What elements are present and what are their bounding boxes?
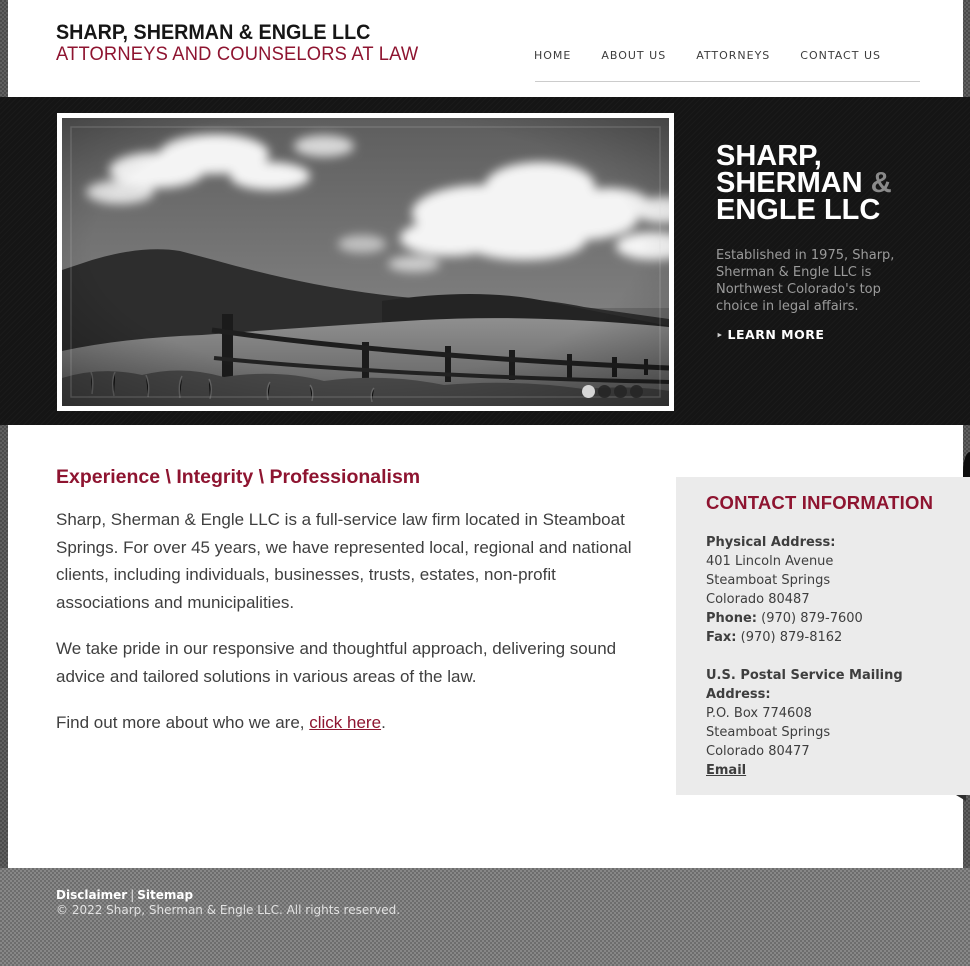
nav-item-about-us[interactable]: ABOUT US [601, 49, 667, 62]
email-link[interactable]: Email [706, 763, 747, 778]
paragraph-3-text: Find out more about who we are, [56, 713, 310, 732]
nav-item-attorneys[interactable]: ATTORNEYS [696, 49, 771, 62]
phone-label: Phone: [706, 611, 757, 626]
fax-label: Fax: [706, 630, 737, 645]
hero-text-block [716, 140, 952, 343]
disclaimer-link[interactable]: Disclaimer [56, 888, 128, 902]
brand-tagline: ATTORNEYS AND COUNSELORS AT LAW [56, 43, 419, 65]
nav-item-contact-us[interactable]: CONTACT US [800, 49, 881, 62]
content-paragraph-1: Sharp, Sherman & Engle LLC is a full-service law firm located in Steamboat Springs. For over 45 years, we have represented local, regional and national clients, including individuals, businesses, trusts, estates, non-profit associations and municipalities. [56, 510, 632, 612]
contact-information-panel [676, 477, 970, 795]
physical-address-line-2: Steamboat Springs [706, 573, 831, 588]
nav-item-home[interactable]: HOME [533, 49, 572, 62]
physical-address-label: Physical Address: [706, 535, 836, 550]
hero-title [716, 140, 952, 226]
brand-logo[interactable] [56, 22, 418, 64]
click-here-link[interactable]: click here [309, 713, 382, 732]
phone-value: (970) 879-7600 [756, 611, 863, 626]
site-footer [0, 868, 970, 966]
hero-description: Established in 1975, Sharp, Sherman & Engle LLC is Northwest Colorado's top choice in legal affairs. [716, 248, 895, 314]
slider-dot-4[interactable] [630, 385, 643, 398]
mailing-address-line-1: P.O. Box 774608 [706, 706, 812, 721]
hero-title-line-1: SHARP, [716, 140, 822, 172]
mailing-address-label: U.S. Postal Service Mailing Address: [706, 668, 903, 702]
ribbon-fold-top [963, 452, 970, 477]
hero-section [0, 97, 970, 425]
mailing-address-line-2: Steamboat Springs [706, 725, 831, 740]
contact-heading: CONTACT INFORMATION [706, 492, 934, 513]
physical-address-block [706, 533, 952, 647]
learn-more-arrow-icon: ‣ [716, 329, 724, 342]
slider-dot-2[interactable] [598, 385, 611, 398]
hero-title-line-3: ENGLE LLC [716, 194, 881, 226]
sitemap-link[interactable]: Sitemap [137, 888, 194, 902]
footer-content [0, 868, 970, 917]
paragraph-3-period: . [381, 713, 386, 732]
hero-title-line-2 [716, 167, 952, 199]
brand-name[interactable]: SHARP, SHERMAN & ENGLE LLC [56, 21, 371, 44]
footer-separator: | [130, 888, 135, 902]
hero-slider[interactable] [57, 113, 674, 411]
hero-slide-photo [62, 118, 669, 406]
content-heading: Experience \ Integrity \ Professionalism [56, 466, 421, 488]
learn-more-link[interactable] [716, 327, 824, 342]
slider-dot-1[interactable] [582, 385, 595, 398]
main-content [56, 467, 656, 737]
mailing-address-block [706, 666, 952, 780]
content-paragraph-2: We take pride in our responsive and thoughtful approach, delivering sound advice and tailored solutions in various areas of the law. [56, 639, 617, 686]
mailing-address-line-3: Colorado 80477 [706, 744, 810, 759]
main-nav [534, 49, 881, 62]
hero-title-ampersand: & [870, 167, 892, 199]
footer-links [56, 888, 970, 902]
copyright-text: © 2022 Sharp, Sherman & Engle LLC. All rights reserved. [56, 903, 401, 917]
content-paragraph-3 [56, 709, 652, 737]
physical-address-line-3: Colorado 80487 [706, 592, 810, 607]
learn-more-label: LEARN MORE [727, 327, 825, 342]
fax-value: (970) 879-8162 [736, 630, 843, 645]
physical-address-line-1: 401 Lincoln Avenue [706, 554, 834, 569]
nav-divider [535, 81, 920, 82]
slider-dot-3[interactable] [614, 385, 627, 398]
hero-title-line-2-text: SHERMAN [716, 167, 863, 199]
slider-pagination [582, 385, 643, 398]
